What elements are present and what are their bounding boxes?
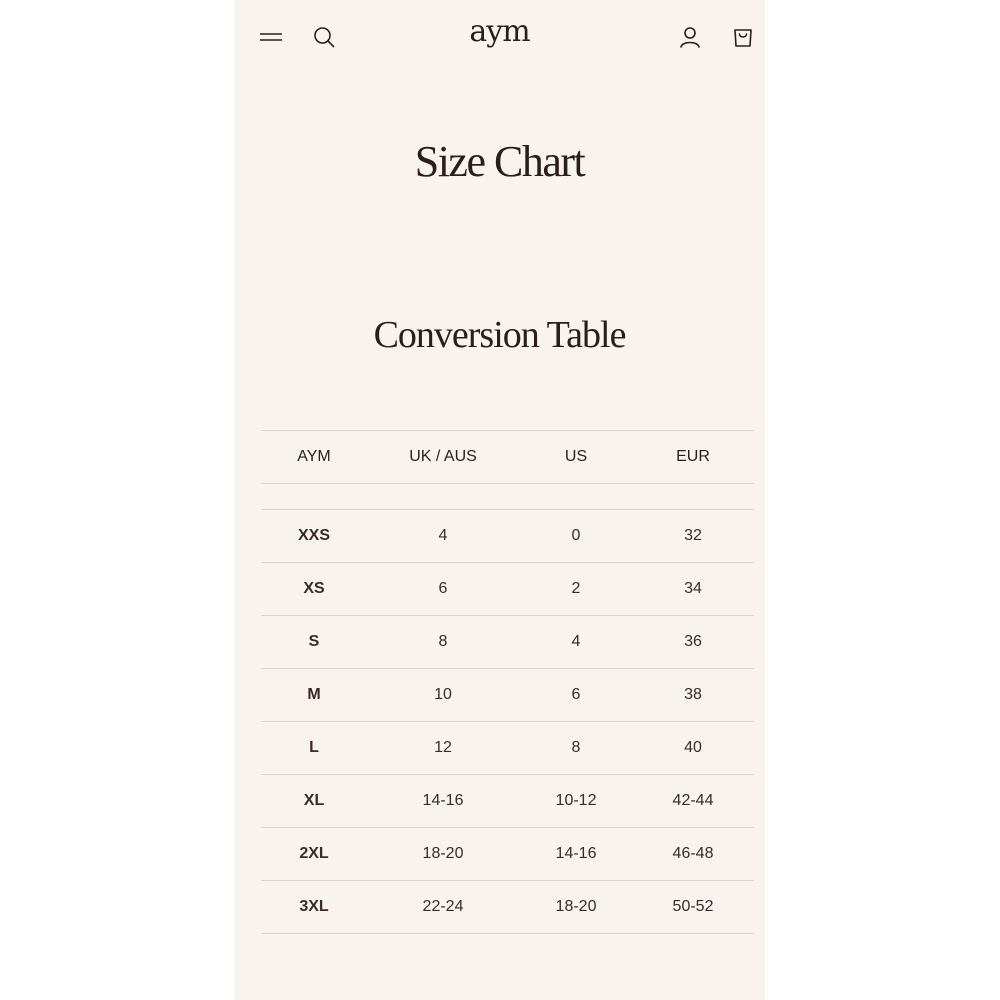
value-cell: 18-20 [422,845,464,862]
table-spacer-row [261,484,754,510]
size-cell: XXS [297,527,331,544]
value-cell: 4 [438,527,448,544]
value-cell: 14-16 [422,792,464,809]
table-row [261,510,754,563]
value-cell: 18-20 [555,898,597,915]
size-cell: 3XL [299,898,329,915]
value-cell: 10 [434,686,452,703]
value-cell: 40 [684,739,702,756]
size-conversion-table [261,430,754,934]
value-cell: 6 [571,686,581,703]
size-cell: L [309,739,319,756]
size-cell: XS [303,580,325,597]
site-header [234,0,765,75]
table-row [261,881,754,934]
header-cell: US [564,448,588,465]
table-row [261,563,754,616]
account-button[interactable] [675,22,705,52]
header-cell: AYM [297,448,331,465]
header-cell: UK / AUS [409,448,477,465]
value-cell: 14-16 [555,845,597,862]
table-row [261,722,754,775]
value-cell: 8 [438,633,448,650]
table-row [261,828,754,881]
account-icon [679,26,701,48]
section-title: Conversion Table [373,314,626,356]
page-title: Size Chart [414,137,585,186]
table-row [261,669,754,722]
size-cell: XL [303,792,325,809]
value-cell: 50-52 [672,898,714,915]
table-header-row [261,431,754,484]
value-cell: 4 [571,633,581,650]
value-cell: 8 [571,739,581,756]
value-cell: 0 [571,527,581,544]
value-cell: 36 [684,633,702,650]
page [234,0,765,1000]
table-row [261,616,754,669]
value-cell: 38 [684,686,702,703]
cart-button[interactable] [728,22,758,52]
value-cell: 34 [684,580,702,597]
size-cell: M [307,686,321,703]
value-cell: 2 [571,580,581,597]
value-cell: 12 [434,739,452,756]
header-cell: EUR [676,448,710,465]
value-cell: 22-24 [422,898,464,915]
value-cell: 6 [438,580,448,597]
size-cell: S [308,633,320,650]
value-cell: 32 [684,527,702,544]
value-cell: 42-44 [672,792,714,809]
value-cell: 46-48 [672,845,714,862]
table-row [261,775,754,828]
value-cell: 10-12 [555,792,597,809]
cart-icon [732,26,754,48]
site-logo[interactable]: aym [469,14,530,49]
size-cell: 2XL [299,845,329,862]
